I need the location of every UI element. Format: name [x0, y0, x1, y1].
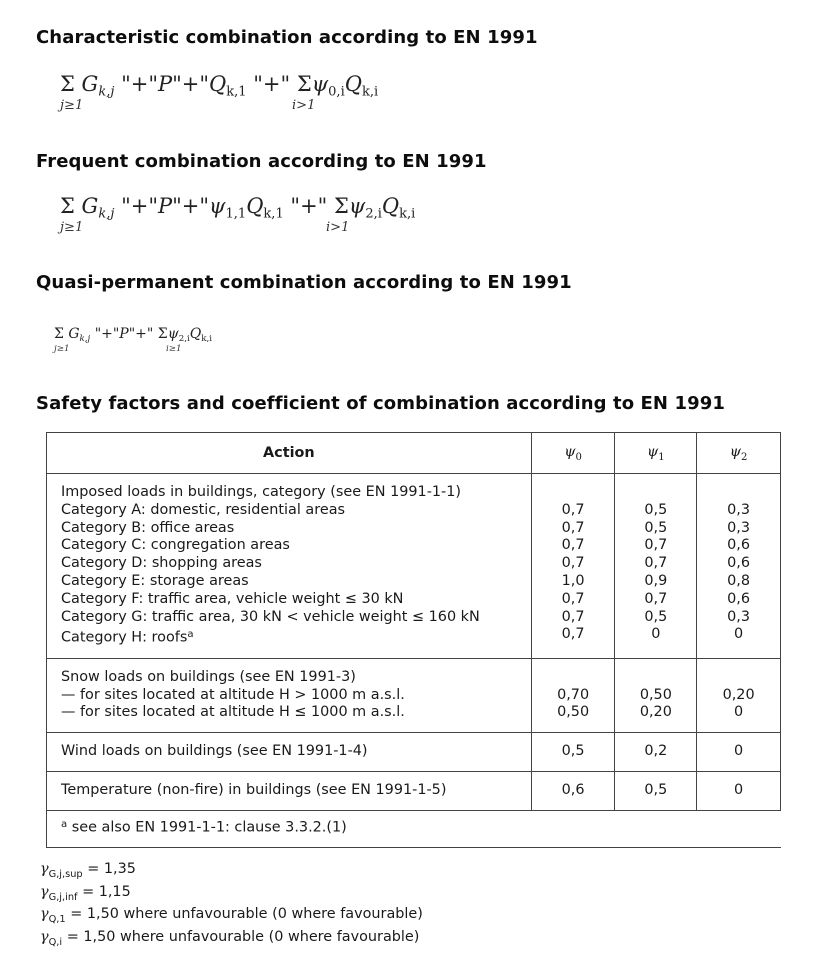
- value-cell: 0,7: [561, 590, 585, 607]
- formula-characteristic: [60, 72, 379, 113]
- value-cell: 0,7: [561, 501, 585, 518]
- imposed-loads-description: [47, 474, 532, 659]
- g-subscript: k,j: [98, 206, 115, 222]
- value-cell: 0,7: [561, 626, 585, 643]
- table-row-snow-loads: [47, 658, 781, 732]
- imposed-psi2-values: [697, 474, 781, 659]
- imposed-line: Category A: domestic, residential areas: [61, 501, 346, 518]
- sum-symbol-2: Σ: [157, 326, 168, 342]
- table-header-row: [47, 433, 781, 474]
- value-cell: 0: [734, 704, 744, 721]
- psi2-subscript: 2: [741, 451, 748, 463]
- snow-line: — for sites located at altitude H ≤ 1000 m a.s.l.: [61, 704, 405, 721]
- imposed-line: Category E: storage areas: [61, 572, 249, 589]
- gamma-row: [40, 906, 423, 929]
- value-cell: 0,7: [644, 537, 668, 554]
- imposed-line: Imposed loads in buildings, category (see EN 1991-1-1): [61, 484, 462, 500]
- gamma-value: = 1,50 where unfavourable (0 where favourable): [62, 929, 420, 946]
- formula-plus: "+": [246, 72, 297, 96]
- temperature-psi1-value: 0,5: [615, 771, 697, 810]
- psi-subscript: 0,i: [328, 84, 345, 100]
- header-psi0: [531, 433, 615, 474]
- psi1-subscript: 1,1: [225, 206, 247, 222]
- value-cell: 0: [651, 626, 661, 643]
- value-cell: 1,0: [561, 572, 585, 589]
- snow-psi2-values: [697, 658, 781, 732]
- formula-mid: "+"P"+": [114, 194, 210, 218]
- value-cell: 0,6: [727, 555, 751, 572]
- gamma-symbol: γ: [40, 861, 49, 877]
- gamma-subscript: Q,1: [48, 914, 66, 926]
- temperature-psi0-value: 0,6: [531, 771, 615, 810]
- gamma-symbol: γ: [40, 906, 49, 923]
- imposed-line: Category F: traffic area, vehicle weight ≤ 30 kN: [61, 590, 404, 607]
- footnote-marker: a: [187, 629, 194, 641]
- psi-subscript: 2,i: [365, 206, 382, 222]
- gamma-value: = 1,15: [77, 883, 131, 900]
- qi-symbol: Q: [344, 72, 362, 96]
- g-symbol: G: [81, 194, 99, 218]
- value-cell: 0,7: [561, 608, 585, 625]
- formula-quasi-permanent: [54, 326, 213, 354]
- psi-symbol: ψ: [167, 326, 179, 342]
- sum-index-j: j≥1: [54, 344, 70, 354]
- imposed-line: Category H: roofs$^a$: [61, 629, 194, 646]
- value-cell: 0,3: [727, 501, 751, 518]
- g-subscript: k,j: [79, 334, 91, 345]
- g-subscript: k,j: [98, 84, 115, 100]
- snow-line: Snow loads on buildings (see EN 1991-3): [61, 668, 356, 685]
- psi-subscript: 2,i: [178, 334, 190, 345]
- sum-symbol: Σ: [60, 194, 75, 218]
- table-row-footnote: [47, 810, 781, 847]
- table-row-temperature: [47, 771, 781, 810]
- snow-psi1-values: [615, 658, 697, 732]
- sum-symbol-2: Σ: [296, 72, 312, 96]
- partial-safety-factors: [40, 861, 423, 952]
- value-cell: 0,5: [644, 501, 668, 518]
- heading-frequent-combination: Frequent combination according to EN 1991: [36, 151, 487, 172]
- value-cell: 0: [734, 626, 744, 643]
- formula-frequent: [60, 194, 416, 235]
- temperature-psi2-value: 0: [697, 771, 781, 810]
- sum-index-i: i>1: [292, 98, 316, 113]
- q1-symbol: Q: [246, 194, 264, 218]
- value-cell: 0,8: [727, 572, 751, 589]
- value-cell: 0,3: [727, 519, 751, 536]
- wind-psi2-value: 0: [697, 733, 781, 772]
- snow-loads-description: [47, 658, 532, 732]
- header-action: Action: [47, 433, 532, 474]
- psi-symbol: ψ: [348, 194, 366, 218]
- psi1-symbol: ψ: [646, 443, 659, 460]
- imposed-psi0-values: [531, 474, 615, 659]
- table-footnote: [47, 810, 781, 847]
- qi-subscript: k,i: [361, 84, 379, 100]
- gamma-row: [40, 929, 423, 952]
- q1-subscript: k,1: [226, 84, 247, 100]
- imposed-line: Category G: traffic area, 30 kN < vehicle weight ≤ 160 kN: [61, 608, 480, 625]
- formula-mid: "+"P"+": [114, 72, 210, 96]
- sum-index-i: i>1: [326, 220, 350, 235]
- value-cell: 0,50: [639, 686, 672, 703]
- psi-symbol: ψ: [311, 72, 329, 96]
- heading-safety-factors: Safety factors and coefficient of combination according to EN 1991: [36, 393, 725, 414]
- qi-subscript: k,i: [399, 206, 416, 222]
- qi-symbol: Q: [189, 326, 202, 342]
- heading-quasi-permanent-combination: Quasi-permanent combination according to EN 1991: [36, 272, 572, 293]
- snow-line: — for sites located at altitude H > 1000 m a.s.l.: [61, 686, 405, 703]
- value-cell: 0,7: [561, 519, 585, 536]
- value-cell: 0,3: [727, 608, 751, 625]
- imposed-line: Category D: shopping areas: [61, 555, 262, 572]
- gamma-subscript: G,j,sup: [48, 868, 83, 880]
- q1-symbol: Q: [209, 72, 227, 96]
- q1-subscript: k,1: [263, 206, 284, 222]
- psi2-symbol: ψ: [729, 443, 742, 460]
- gamma-symbol: γ: [40, 929, 49, 946]
- gamma-row: [40, 861, 423, 884]
- imposed-psi1-values: [615, 474, 697, 659]
- formula-mid: "+"P"+": [90, 326, 158, 342]
- value-cell: 0,7: [644, 555, 668, 572]
- imposed-line: Category B: office areas: [61, 519, 235, 536]
- safety-factors-table: [46, 432, 781, 848]
- value-cell: 0,20: [639, 704, 672, 721]
- qi-symbol: Q: [381, 194, 400, 218]
- snow-psi0-values: [531, 658, 615, 732]
- qi-subscript: k,i: [201, 334, 213, 345]
- heading-characteristic-combination: Characteristic combination according to EN 1991: [36, 27, 538, 48]
- gamma-symbol: γ: [40, 883, 49, 900]
- value-cell: 0,7: [561, 537, 585, 554]
- gamma-subscript: Q,i: [48, 936, 63, 948]
- value-cell: 0,7: [644, 590, 668, 607]
- wind-psi0-value: 0,5: [531, 733, 615, 772]
- psi1-symbol: ψ: [209, 194, 226, 218]
- g-symbol: G: [68, 326, 80, 342]
- value-cell: 0,70: [557, 686, 590, 703]
- gamma-row: [40, 884, 423, 907]
- sum-index-i: i≥1: [166, 344, 182, 354]
- sum-symbol: Σ: [54, 326, 64, 342]
- value-cell: 0,20: [722, 686, 755, 703]
- header-psi2: [697, 433, 781, 474]
- sum-index-j: j≥1: [60, 98, 84, 113]
- g-symbol: G: [81, 72, 99, 96]
- psi1-subscript: 1: [658, 451, 665, 463]
- imposed-line: Category C: congregation areas: [61, 537, 290, 554]
- wind-loads-description: Wind loads on buildings (see EN 1991-1-4): [47, 733, 532, 772]
- value-cell: 0,9: [644, 572, 668, 589]
- gamma-value: = 1,35: [82, 861, 136, 877]
- value-cell: 0,5: [644, 608, 668, 625]
- footnote-marker: a: [61, 818, 68, 830]
- table-row-imposed-loads: [47, 474, 781, 659]
- sum-symbol: Σ: [60, 72, 75, 96]
- value-cell: 0,6: [727, 590, 751, 607]
- value-cell: 0,7: [561, 555, 585, 572]
- psi0-symbol: ψ: [564, 443, 576, 460]
- table-row-wind-loads: [47, 733, 781, 772]
- wind-psi1-value: 0,2: [615, 733, 697, 772]
- sum-symbol-2: Σ: [334, 194, 349, 218]
- value-cell: 0,6: [727, 537, 751, 554]
- sum-index-j: j≥1: [60, 220, 84, 235]
- formula-plus: "+": [283, 194, 334, 218]
- header-psi1: [615, 433, 697, 474]
- footnote-text: see also EN 1991-1-1: clause 3.3.2.(1): [71, 819, 347, 836]
- value-cell: 0,50: [557, 704, 590, 721]
- value-cell: 0,5: [644, 519, 668, 536]
- psi0-subscript: 0: [575, 451, 582, 463]
- gamma-value: = 1,50 where unfavourable (0 where favourable): [65, 906, 423, 923]
- gamma-subscript: G,j,inf: [48, 891, 78, 903]
- temperature-description: Temperature (non-fire) in buildings (see EN 1991-1-5): [47, 771, 532, 810]
